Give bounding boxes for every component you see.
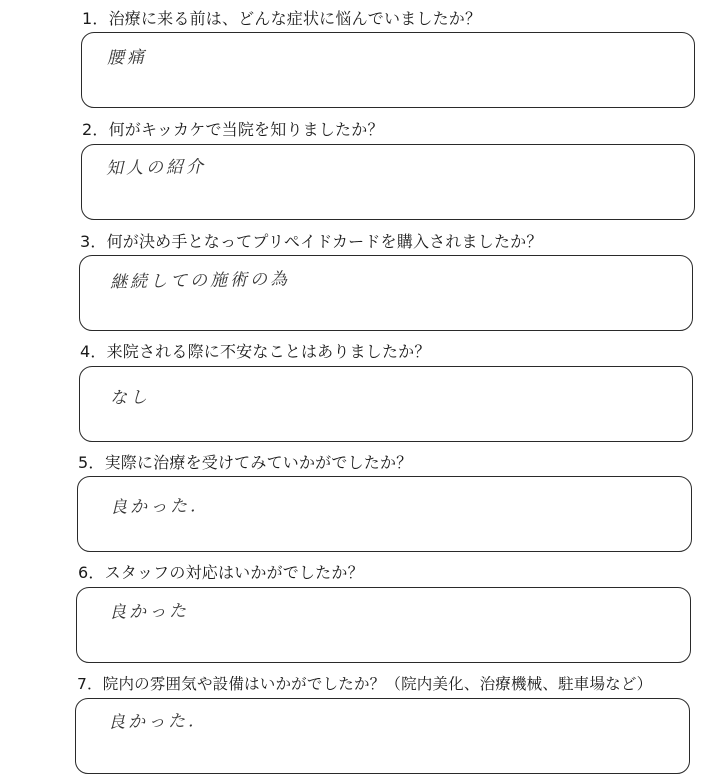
answer-1-text: 腰痛	[106, 47, 148, 69]
question-2-label: 2．何がキッカケで当院を知りましたか？	[82, 120, 384, 139]
answer-box-5	[77, 476, 692, 552]
answer-box-4	[79, 366, 693, 442]
answer-2-text: 知人の紹介	[105, 157, 207, 179]
answer-7-text: 良かった.	[107, 711, 197, 733]
answer-6-text: 良かった	[108, 601, 190, 623]
question-7-label: 7．院内の雰囲気や設備はいかがでしたか？（院内美化、治療機械、駐車場など）	[77, 675, 653, 693]
answer-box-2	[81, 144, 695, 220]
question-5-label: 5．実際に治療を受けてみていかがでしたか？	[78, 453, 413, 472]
answer-4-text: なし	[109, 387, 151, 409]
answer-box-6	[76, 587, 691, 663]
answer-5-text: 良かった.	[109, 496, 199, 518]
question-4-label: 4．来院される際に不安なことはありましたか？	[80, 342, 431, 361]
answer-3-text: 継続しての施術の為	[109, 269, 291, 293]
question-3-label: 3．何が決め手となってプリペイドカードを購入されましたか？	[80, 232, 543, 251]
answer-box-7	[75, 698, 690, 774]
question-1-label: 1．治療に来る前は、どんな症状に悩んでいましたか？	[82, 9, 482, 28]
answer-box-1	[81, 32, 695, 108]
question-6-label: 6．スタッフの対応はいかがでしたか？	[78, 563, 364, 582]
answer-box-3	[79, 255, 693, 331]
